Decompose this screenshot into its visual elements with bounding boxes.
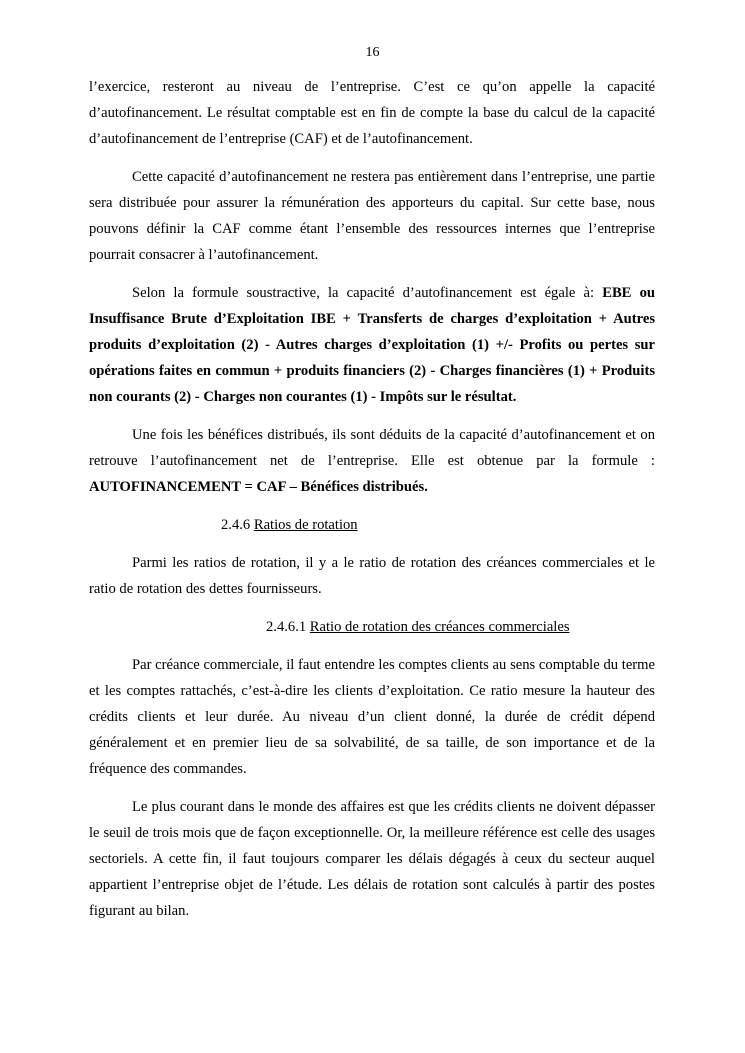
paragraph-creance-commerciale: Par créance commerciale, il faut entendre les comptes clients au sens comptable du terme et les comptes rattachés, c’est-à-dire les clients d’exploitation. Ce ratio mesure la hauteur des crédits clients et leur durée. Au niveau d’un client donné, la durée de crédit dépend généralement et en premier lieu de sa solvabilité, de sa taille, de son importance et de la fréquence des commandes. <box>89 657 655 777</box>
formula-intro-text: Selon la formule soustractive, la capacité d’autofinancement est égale à: <box>132 285 603 301</box>
paragraph-caf-definition: l’exercice, resteront au niveau de l’entreprise. C’est ce qu’on appelle la capacité d’autofinancement. Le résultat comptable est en fin de compte la base du calcul de la capacité d’autofinancement de l’entreprise (CAF) et de l’autofinancement. <box>89 79 655 147</box>
page-number: 16 <box>365 45 380 60</box>
paragraph-ratios-list: Parmi les ratios de rotation, il y a le ratio de rotation des créances commerciales et le ratio de rotation des dettes fournisseurs. <box>89 555 655 597</box>
subsection-heading-creances <box>89 614 655 640</box>
autofinancement-intro-text: Une fois les bénéfices distribués, ils sont déduits de la capacité d’autofinancement et on retrouve l’autofinancement net de l’entreprise. Elle est obtenue par la formule : <box>89 427 655 469</box>
paragraph-autofinancement <box>89 422 655 500</box>
paragraph-credits-clients: Le plus courant dans le monde des affaires est que les crédits clients ne doivent dépasser le seuil de trois mois que de façon exceptionnelle. Or, la meilleure référence est celle des usages sectoriels. A cette fin, il faut toujours comparer les délais dégagés à ceux du secteur auquel appartient l’entreprise objet de l’étude. Les délais de rotation sont calculés à partir des postes figurant au bilan. <box>89 799 655 919</box>
paragraph-caf-distribution: Cette capacité d’autofinancement ne restera pas entièrement dans l’entreprise, une partie sera distribuée pour assurer la rémunération des apporteurs du capital. Sur cette base, nous pouvons définir la CAF comme étant l’ensemble des ressources internes que l’entreprise pourrait consacrer à l’autofinancement. <box>89 169 655 263</box>
paragraph-subtractive-formula <box>89 280 655 410</box>
section-title: Ratios de rotation <box>253 517 358 533</box>
page-body <box>89 74 655 936</box>
subsection-title: Ratio de rotation des créances commerciales <box>309 619 570 635</box>
section-heading-ratios-rotation <box>89 512 655 538</box>
subsection-number: 2.4.6.1 <box>266 619 310 635</box>
autofinancement-formula-bold: AUTOFINANCEMENT = CAF – Bénéfices distribués. <box>89 479 428 495</box>
caf-formula-bold: EBE ou Insuffisance Brute d’Exploitation IBE + Transferts de charges d’exploitation + Autres produits d’exploitation (2) - Autres charges d’exploitation (1) +/- Profits ou pertes sur opérations faites en commun + produits financiers (2) - Charges financières (1) + Produits non courants (2) - Charges non courantes (1) - Impôts sur le résultat. <box>89 285 655 405</box>
section-number: 2.4.6 <box>221 517 254 533</box>
